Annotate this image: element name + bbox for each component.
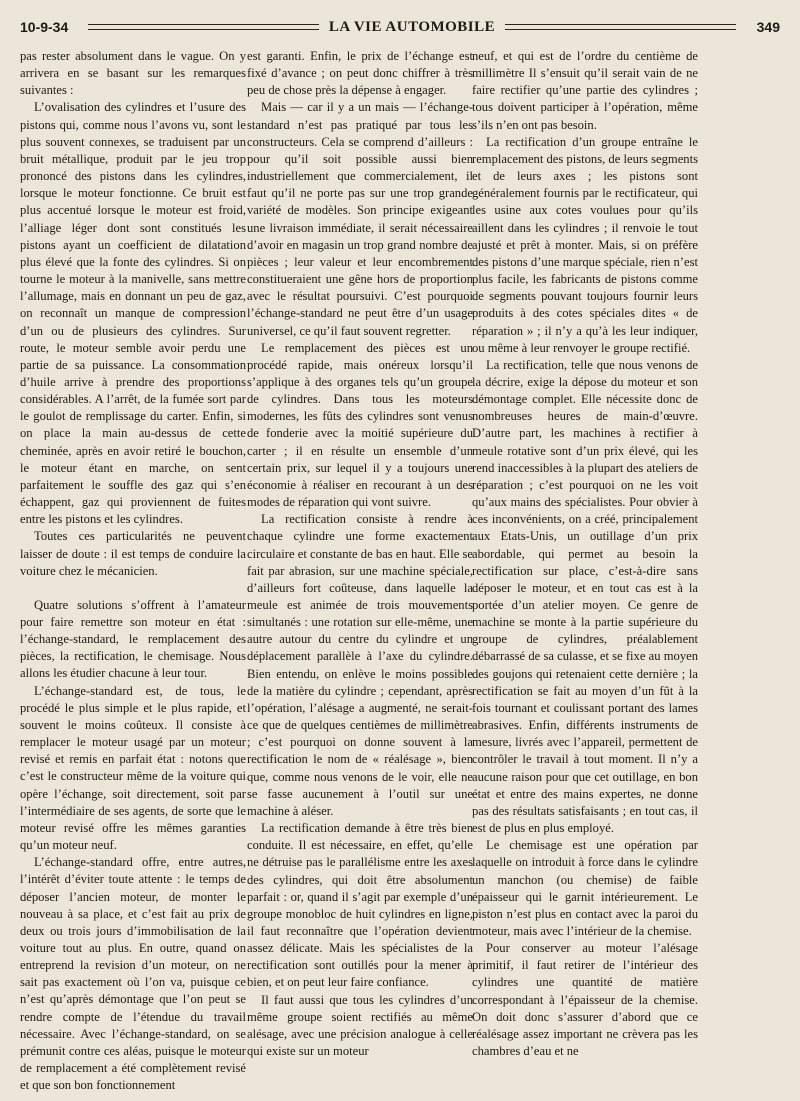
paragraph: Mais — car il y a un mais — l’échange-standard n’est pas pratiqué par tous les constructeurs. Cela se comprend d’ailleurs : pour qu’il soit possible aussi bien industriellement que commercialement, il faut qu’il ne porte pas sur une trop grande variété de modèles. Son principe exigeant une livraison immédiate, il serait nécessaire d’avoir en magasin un trop grand nombre de pièces ; leur valeur et leur encombrement constitueraient une gêne hors de proportion avec le résultat poursuivi. C’est pourquoi l’échange-standard ne peut être d’un usage universel, ce qu’il faut souvent regretter. (247, 100, 473, 338)
journal-title: LA VIE AUTOMOBILE (328, 18, 496, 35)
paragraph: Quatre solutions s’offrent à l’amateur pour faire remettre son moteur en état : l’échange-standard, le remplacement des pièces, la rectification, le chemisage. Nous allons les étudier chacune à leur tour. (20, 597, 246, 681)
paragraph: Le remplacement des pièces est un procédé rapide, mais onéreux lorsqu’il s’applique à des organes tels qu’un groupe de cylindres. Dans tous les moteurs modernes, les fûts des cylindres sont venus de fonderie avec la moitié supérieure du carter ; il en résulte un ensemble d’un certain prix, sur lequel il y a toujours une économie à réaliser en recourant à un des modes de réparation qui vont suivre. (247, 340, 473, 510)
paragraph: Toutes ces particularités ne peuvent laisser de doute : il est temps de conduire la voiture chez le mécanicien. (20, 529, 246, 578)
header-rule-left (88, 24, 319, 30)
paragraph: Le chemisage est une opération par laquelle on introduit à force dans le cylindre un manchon (ou chemise) de faible épaisseur qui le garnit intérieurement. Le piston n’est plus en contact avec la paroi du moteur, mais avec l’intérieur de la chemise. (472, 838, 698, 938)
paragraph: La rectification, telle que nous venons de la décrire, exige la dépose du moteur et son démontage complet. Elle nécessite donc de nombreuses heures de main-d’œuvre. D’autre part, les machines à rectifier à meule rotative sont d’un prix élevé, qui les rend inaccessibles à la plupart des ateliers de réparation ; c’est pourquoi on ne les voit qu’aux mains des spécialistes. Pour obvier à ces inconvénients, on a créé, principalement aux Etats-Unis, un outillage d’un prix abordable, qui permet au besoin la rectification sur place, c’est-à-dire sans déposer le moteur, et en tout cas est à la portée d’un atelier moyen. Ce genre de machine se monte à la partie supérieure du groupe de cylindres, préalablement débarrassé de sa culasse, et se fixe au moyen des goujons qui retenaient cette dernière ; la rectification se fait au moyen d’un fût à la fois tournant et coulissant portant des lames abrasives. Enfin, différents instruments de mesure, livrés avec l’appareil, permettent de contrôler le travail à tout moment. Il n’y a aucune raison pour que cet outillage, en bon état et entre des mains expertes, ne donne pas des résultats satisfaisants ; en tout cas, il est de plus en plus employé. (472, 357, 698, 836)
paragraph: La rectification d’un groupe entraîne le remplacement des pistons, de leurs segments et de leurs axes ; les pistons sont généralement fournis par le rectificateur, qui les usine aux cotes voulues pour qu’ils aillent dans les cylindres ; il renvoie le tout ajusté et prêt à monter. Mais, si on préfère des pistons d’une marque spéciale, rien n’est plus facile, les fabricants de pistons comme de segments pouvant toujours fournir leurs produits à des cotes spéciales dites « de réparation » ; il n’y a qu’à les leur indiquer, ou même à leur renvoyer le groupe rectifié. (472, 134, 698, 355)
paragraph: Pour conserver au moteur l’alésage primitif, il faut retirer de l’intérieur des cylindres une quantité de matière correspondant à l’épaisseur de la chemise. On doit donc s’assurer d’abord que ce réalésage assez important ne crèvera pas les chambres d’eau et ne (472, 941, 698, 1059)
paragraph: neuf, et qui est de l’ordre du centième de millimètre Il s’ensuit qu’il serait vain de ne faire rectifier qu’une partie des cylindres ; tous doivent participer à l’opération, même s’ils n’en ont pas besoin. (472, 49, 698, 132)
paragraph: La rectification demande à être très bien conduite. Il est nécessaire, en effet, qu’elle ne détruise pas le parallélisme entre les axes des cylindres, qui doit être absolument parfait : or, quand il s’agit par exemple d’un groupe monobloc de huit cylindres en ligne, il faut reconnaître que l’opération devient assez délicate. Mais les spécialistes de la rectification sont outillés pour la mener à bien, et on peut leur faire confiance. (247, 821, 473, 990)
paragraph: La rectification consiste à rendre à chaque cylindre une forme exactement circulaire et constante de bas en haut. Elle se fait par abrasion, sur une machine spéciale, d’ailleurs fort coûteuse, dans laquelle la meule est animée de trois mouvements simultanés : une rotation sur elle-même, une autre autour du centre du cylindre et un déplacement parallèle à l’axe du cylindre. Bien entendu, on enlève le moins possible de la matière du cylindre ; cependant, après l’opération, l’alésage a augmenté, ne serait-ce que de quelques centièmes de millimètre ; c’est pourquoi on donne souvent à la rectification le nom de « réalésage », bien que, comme nous venons de le voir, elle ne se fasse aucunement à l’outil sur une machine à aléser. (247, 512, 473, 818)
paragraph: est garanti. Enfin, le prix de l’échange est fixé d’avance ; on peut donc chiffrer à très peu de chose près la dépense à engager. (247, 49, 473, 98)
paragraph: pas rester absolument dans le vague. On y arrivera en se basant sur les remarques suivantes : (20, 49, 246, 98)
text-column-1 (20, 48, 246, 1094)
header-rule-right (505, 24, 736, 30)
page-header (20, 16, 780, 38)
text-column-3 (472, 48, 698, 1060)
paragraph: L’échange-standard offre, entre autres, l’intérêt d’éviter toute attente : le temps de déposer l’ancien moteur, de monter le nouveau à sa place, et c’est fait au prix de deux ou trois jours d’immobilisation de la voiture tout au plus. En outre, quand on entreprend la revision d’un moteur, on ne sait pas exactement où l’on va, puisque ce n’est qu’après démontage que l’on peut se rendre compte de l’étendue du travail nécessaire. Avec l’échange-standard, on se prémunit contre ces aléas, puisque le moteur de remplacement a été complètement revisé et que son bon fonctionnement (20, 855, 246, 1093)
issue-date: 10-9-34 (20, 19, 69, 35)
page-number: 349 (756, 19, 780, 35)
paragraph: L’échange-standard est, de tous, le procédé le plus simple et le plus rapide, et souvent le moins coûteux. Il consiste à remplacer le moteur usagé par un moteur revisé et remis en parfait état : notons que c’est le constructeur même de la voiture qui opère l’échange, soit directement, soit par l’intermédiaire de ses agents, de sorte que le moteur revisé offre les mêmes garanties qu’un moteur neuf. (20, 683, 246, 853)
paragraph: L’ovalisation des cylindres et l’usure des pistons qui, comme nous l’avons vu, sont le plus souvent connexes, se traduisent par un bruit métallique, produit par le jeu trop prononcé des pistons dans les cylindres, lorsque le moteur fonctionne. Ce bruit est plus accentué lorsque le moteur est froid, l’alliage léger dont sont constitués les pistons ayant un coefficient de dilatation plus élevé que la fonte des cylindres. Si on tourne le moteur à la manivelle, sans mettre l’allumage, mais en donnant un peu de gaz, on reconnaît un manque de compression d’un ou de plusieurs des cylindres. Sur route, le moteur semble avoir perdu une partie de sa puissance. La consommation d’huile arrive à prendre des proportions considérables. A l’arrêt, de la fumée sort par le goulot de remplissage du carter. Enfin, si on place la main au-dessus de cette cheminée, après en avoir retiré le bouchon, le moteur étant en marche, on sent parfaitement le souffle des gaz qui s’en échappent, gaz qui proviennent de fuites entre les pistons et les cylindres. (20, 100, 246, 527)
paragraph: Il faut aussi que tous les cylindres d’un même groupe soient rectifiés au même alésage, avec une précision analogue à celle qui existe sur un moteur (247, 992, 473, 1059)
text-column-2 (247, 48, 473, 1060)
